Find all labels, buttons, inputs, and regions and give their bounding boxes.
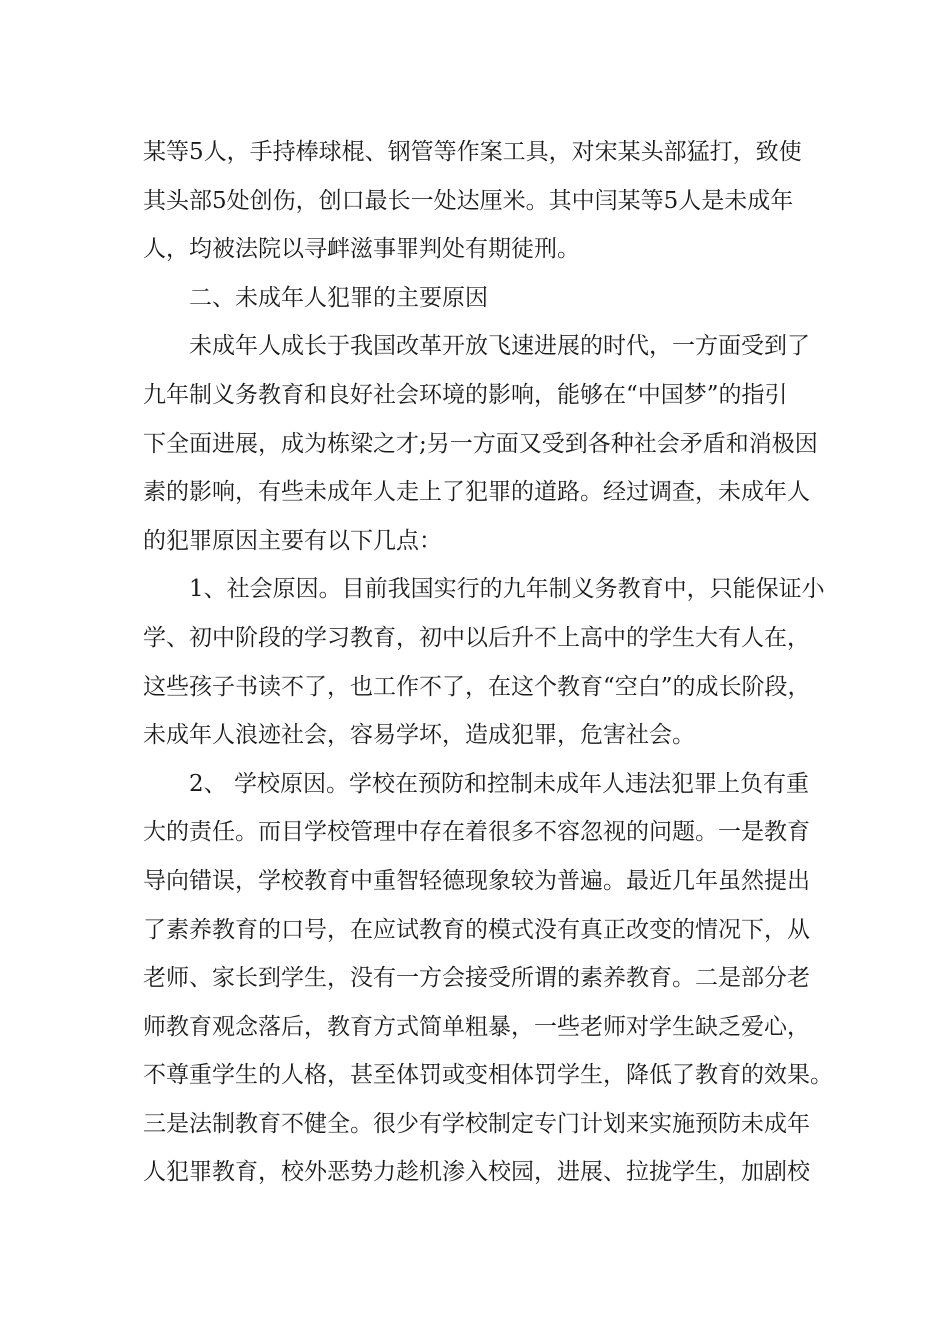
paragraph-line: 九年制义务教育和良好社会环境的影响，能够在“中国梦”的指引 (143, 381, 788, 408)
paragraph-line: 素的影响，有些未成年人走上了犯罪的道路。经过调查，未成年人 (143, 479, 810, 506)
paragraph-line: 未成年人成长于我国改革开放飞速进展的时代，一方面受到了 (189, 333, 810, 360)
paragraph-line: 2、 学校原因。学校在预防和控制未成年人违法犯罪上负有重 (189, 770, 809, 797)
paragraph-line: 大的责任。而目学校管理中存在着很多不容忽视的问题。一是教育 (143, 819, 810, 846)
paragraph-line: 下全面进展，成为栋梁之才;另一方面又受到各种社会矛盾和消极因 (143, 430, 818, 457)
paragraph-line: 了素养教育的口号，在应试教育的模式没有真正改变的情况下，从 (143, 916, 810, 943)
paragraph-line: 三是法制教育不健全。很少有学校制定专门计划来实施预防未成年 (143, 1110, 810, 1137)
paragraph-line: 某等5人，手持棒球棍、钢管等作案工具，对宋某头部猛打，致使 (143, 139, 802, 165)
paragraph-line: 导向错误，学校教育中重智轻德现象较为普遍。最近几年虽然提出 (143, 867, 810, 894)
paragraph-line: 这些孩子书读不了，也工作不了，在这个教育“空白”的成长阶段， (143, 673, 811, 700)
paragraph-line: 师教育观念落后，教育方式简单粗暴，一些老师对学生缺乏爱心， (143, 1013, 810, 1040)
section-heading: 二、未成年人犯罪的主要原因 (189, 284, 488, 311)
paragraph-line: 人，均被法院以寻衅滋事罪判处有期徒刑。 (143, 236, 580, 263)
paragraph-line: 学、初中阶段的学习教育，初中以后升不上高中的学生大有人在， (143, 624, 810, 651)
paragraph-line: 其头部5处创伤，创口最长一处达厘米。其中闫某等5人是未成年 (143, 187, 794, 214)
paragraph-line: 1、社会原因。目前我国实行的九年制义务教育中，只能保证小 (189, 576, 825, 603)
paragraph-line: 老师、家长到学生，没有一方会接受所谓的素养教育。二是部分老 (143, 965, 810, 992)
document-body (143, 128, 833, 1197)
paragraph-line: 的犯罪原因主要有以下几点： (143, 527, 442, 554)
paragraph-line: 未成年人浪迹社会，容易学坏，造成犯罪，危害社会。 (143, 722, 695, 749)
paragraph-line: 不尊重学生的人格，甚至体罚或变相体罚学生，降低了教育的效果。 (143, 1062, 833, 1089)
paragraph-line: 人犯罪教育，校外恶势力趁机渗入校园，进展、拉拢学生，加剧校 (143, 1159, 810, 1186)
